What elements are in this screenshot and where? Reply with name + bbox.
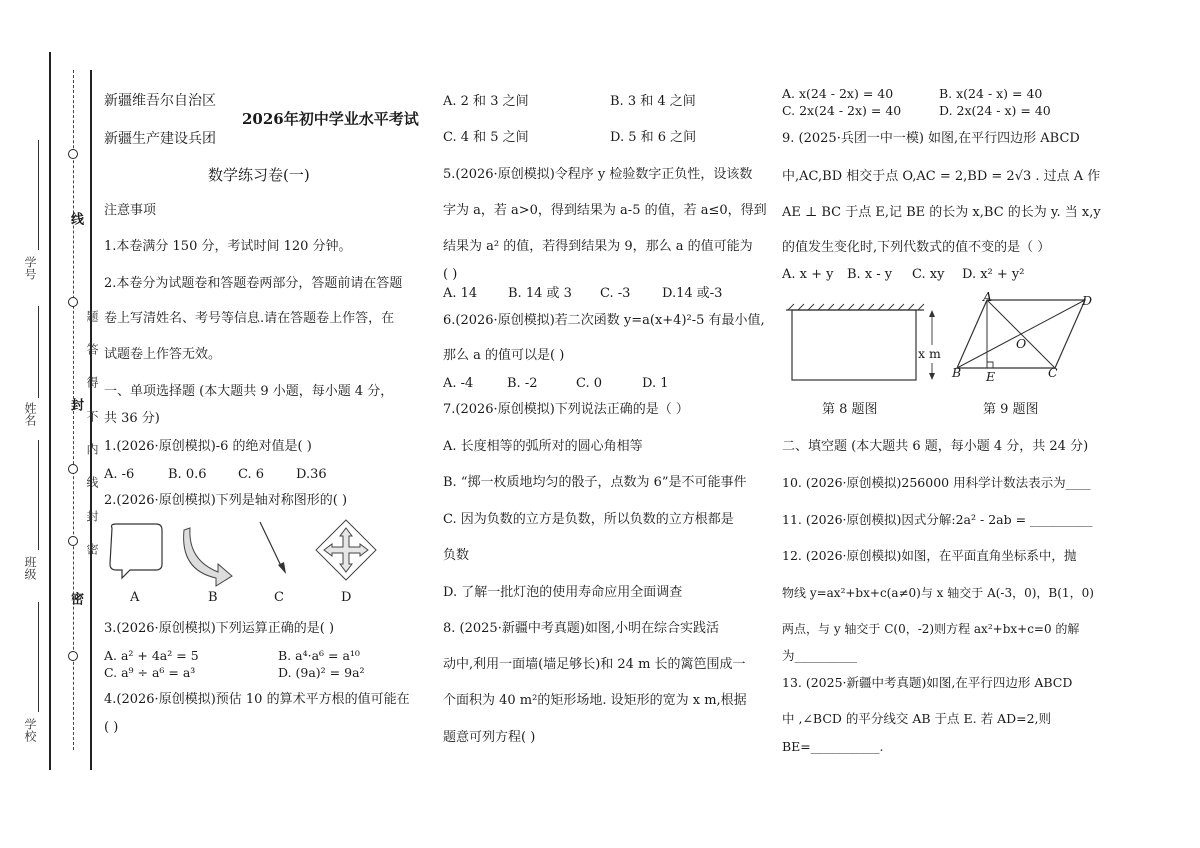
q2-label-d: D — [341, 590, 352, 605]
q8-line: 动中,利用一面墙(墙足够长)和 24 m 长的篱笆围成一 — [443, 657, 746, 672]
exam-title: 2026年初中学业水平考试 — [242, 110, 419, 128]
q7-option-c: C. 因为负数的立方是负数，所以负数的立方根都是 — [443, 512, 734, 527]
q13-line: 13. (2025·新疆中考真题)如图,在平行四边形 ABCD — [782, 675, 1073, 690]
q4-stem: 4.(2026·原创模拟)预估 10 的算术平方根的值可能在 — [104, 692, 410, 707]
section2-heading: 二、填空题 (本大题共 6 题，每小题 4 分，共 24 分) — [782, 439, 1089, 454]
q3-stem: 3.(2026·原创模拟)下列运算正确的是( ) — [104, 621, 335, 636]
region-xinjiang: 新疆维吾尔自治区 — [104, 93, 216, 109]
q13-line: 中 ,∠BCD 的平分线交 AB 于点 E. 若 AD=2,则 — [782, 711, 1052, 726]
q11-text: 11. (2026·原创模拟)因式分解:2a² - 2ab = __________ — [782, 512, 1093, 527]
notes-item: 试题卷上作答无效。 — [104, 347, 222, 362]
q6-line: 6.(2026·原创模拟)若二次函数 y=a(x+4)²-5 有最小值, — [443, 313, 765, 328]
binder-char: 答 — [85, 343, 99, 355]
q6-line: 那么 a 的值可以是( ) — [443, 348, 565, 363]
q7-stem: 7.(2026·原创模拟)下列说法正确的是（ ） — [443, 402, 689, 417]
q9-line: 9. (2025·兵团一中一模) 如图,在平行四边形 ABCD — [782, 131, 1080, 146]
q1-option-c: C. 6 — [238, 467, 265, 482]
q5-option-c: C. -3 — [600, 286, 631, 301]
binder-hole — [68, 464, 78, 474]
q9-point-a: A — [983, 289, 993, 304]
binder-word-line: 线 — [68, 212, 83, 225]
q9-option-c: C. xy — [912, 267, 945, 282]
q9-point-b: B — [952, 365, 962, 380]
q5-option-a: A. 14 — [443, 286, 478, 301]
q5-line: 5.(2026·原创模拟)令程序 y 检验数字正负性，设该数 — [443, 167, 753, 182]
q7-option-c-cont: 负数 — [443, 548, 470, 563]
q8-figure-label: x m — [918, 346, 941, 361]
name-label: 姓名 — [23, 402, 37, 426]
q2-label-c: C — [274, 590, 284, 605]
q9-point-d: D — [1082, 293, 1093, 308]
q9-option-d: D. x² + y² — [962, 267, 1025, 282]
q1-option-a: A. -6 — [104, 467, 135, 482]
name-underline — [38, 306, 39, 398]
region-corps: 新疆生产建设兵团 — [104, 131, 216, 147]
q4-paren: ( ) — [104, 720, 119, 735]
q8-line: 题意可列方程( ) — [443, 730, 536, 745]
notes-item: 2.本卷分为试题卷和答题卷两部分，答题前请在答题 — [104, 276, 403, 291]
q2-stem: 2.(2026·原创模拟)下列是轴对称图形的( ) — [104, 493, 348, 508]
q2-label-b: B — [208, 590, 218, 605]
q6-option-a: A. -4 — [443, 376, 474, 391]
q4-option-c: C. 4 和 5 之间 — [443, 130, 529, 145]
school-label: 学校 — [23, 718, 37, 742]
binder-char: 不 — [85, 410, 99, 422]
q7-option-d: D. 了解一批灯泡的使用寿命应用全面调查 — [443, 585, 683, 600]
arrow-line-shape — [260, 522, 282, 568]
q12-line: 12. (2026·原创模拟)如图，在平面直角坐标系中，抛 — [782, 548, 1077, 563]
section1-heading: 一、单项选择题 (本大题共 9 小题，每小题 4 分， — [104, 384, 394, 399]
binder-outer-line — [49, 52, 51, 770]
binder-char: 封 — [85, 510, 99, 522]
q9-point-e: E — [986, 369, 996, 384]
q5-paren: ( ) — [443, 267, 458, 282]
speech-bubble-shape — [110, 524, 162, 578]
binder-hole — [68, 536, 78, 546]
q2-figures — [100, 518, 400, 608]
q5-line: 字为 a，若 a>0，得到结果为 a-5 的值，若 a≤0，得到 — [443, 203, 767, 218]
q8-option-d: D. 2x(24 - x) = 40 — [939, 103, 1051, 118]
q7-option-b: B. “掷一枚质地均匀的骰子，点数为 6”是不可能事件 — [443, 475, 747, 490]
student-id-label: 学号 — [23, 256, 37, 280]
q5-line: 结果为 a² 的值，若得到结果为 9，那么 a 的值可能为 — [443, 239, 753, 254]
q9-option-a: A. x + y — [782, 267, 834, 282]
q1-option-d: D.36 — [296, 467, 327, 482]
q9-line: 的值发生变化时,下列代数式的值不变的是（ ） — [782, 240, 1051, 255]
q12-line: 两点，与 y 轴交于 C(0，-2)则方程 ax²+bx+c=0 的解 — [782, 622, 1080, 636]
binder-char: 线 — [85, 476, 99, 488]
q3-option-c: C. a⁹ ÷ a⁶ = a³ — [104, 665, 196, 680]
q9-point-o: O — [1016, 336, 1027, 351]
school-underline — [38, 602, 39, 712]
class-underline — [38, 440, 39, 550]
q8-option-c: C. 2x(24 - 2x) = 40 — [782, 103, 902, 118]
binder-char: 密 — [85, 543, 99, 555]
binder-hole — [68, 297, 78, 307]
binder-hole — [68, 149, 78, 159]
q5-option-d: D.14 或-3 — [662, 286, 723, 301]
q9-line: AE ⊥ BC 于点 E,记 BE 的长为 x,BC 的长为 y. 当 x,y — [782, 205, 1101, 220]
four-way-arrow-shape — [316, 520, 376, 580]
q8-option-a: A. x(24 - 2x) = 40 — [782, 86, 894, 101]
q4-option-d: D. 5 和 6 之间 — [610, 130, 697, 145]
q5-option-b: B. 14 或 3 — [508, 286, 572, 301]
binder-char: 题 — [85, 310, 99, 322]
q3-option-d: D. (9a)² = 9a² — [278, 665, 365, 680]
binder-char: 得 — [85, 376, 99, 388]
q12-line: 为__________ — [782, 648, 858, 663]
q6-option-d: D. 1 — [642, 376, 669, 391]
binder-word-seal: 封 — [68, 398, 83, 411]
q9-line: 中,AC,BD 相交于点 O,AC = 2,BD = 2√3 . 过点 A 作 — [782, 169, 1101, 184]
q9-caption: 第 9 题图 — [983, 402, 1039, 417]
q9-option-b: B. x - y — [847, 267, 893, 282]
q1-option-b: B. 0.6 — [168, 467, 207, 482]
binder-hole — [68, 651, 78, 661]
q4-option-a: A. 2 和 3 之间 — [443, 94, 529, 109]
q12-line: 物线 y=ax²+bx+c(a≠0)与 x 轴交于 A(-3，0)，B(1，0) — [782, 586, 1094, 600]
q13-line: BE=___________. — [782, 739, 884, 754]
binder-char: 内 — [85, 443, 99, 455]
q3-option-a: A. a² + 4a² = 5 — [104, 648, 199, 663]
paper-title: 数学练习卷(一) — [208, 166, 310, 184]
notes-item: 卷上写清姓名、考号等信息.请在答题卷上作答，在 — [104, 311, 395, 326]
q8-line: 8. (2025·新疆中考真题)如图,小明在综合实践活 — [443, 621, 720, 636]
class-label: 班级 — [23, 556, 37, 580]
q8-option-b: B. x(24 - x) = 40 — [939, 86, 1043, 101]
q3-option-b: B. a⁴·a⁶ = a¹⁰ — [278, 648, 360, 663]
q7-option-a: A. 长度相等的弧所对的圆心角相等 — [443, 439, 643, 454]
q1-stem: 1.(2026·原创模拟)-6 的绝对值是( ) — [104, 439, 312, 454]
binder-word-secret: 密 — [68, 592, 83, 605]
notes-item: 1.本卷满分 150 分，考试时间 120 分钟。 — [104, 239, 352, 254]
q10-text: 10. (2026·原创模拟)256000 用科学计数法表示为____ — [782, 475, 1091, 490]
section1-heading-cont: 共 36 分) — [104, 411, 160, 426]
q8-caption: 第 8 题图 — [822, 402, 878, 417]
q6-option-b: B. -2 — [507, 376, 538, 391]
q9-point-c: C — [1048, 365, 1058, 380]
q8-line: 个面积为 40 m²的矩形场地. 设矩形的宽为 x m,根据 — [443, 693, 747, 708]
curved-arrow-shape — [184, 528, 232, 586]
notes-heading: 注意事项 — [104, 203, 157, 218]
q2-label-a: A — [130, 590, 140, 605]
q4-option-b: B. 3 和 4 之间 — [610, 94, 696, 109]
q6-option-c: C. 0 — [576, 376, 603, 391]
student-id-underline — [38, 140, 39, 250]
